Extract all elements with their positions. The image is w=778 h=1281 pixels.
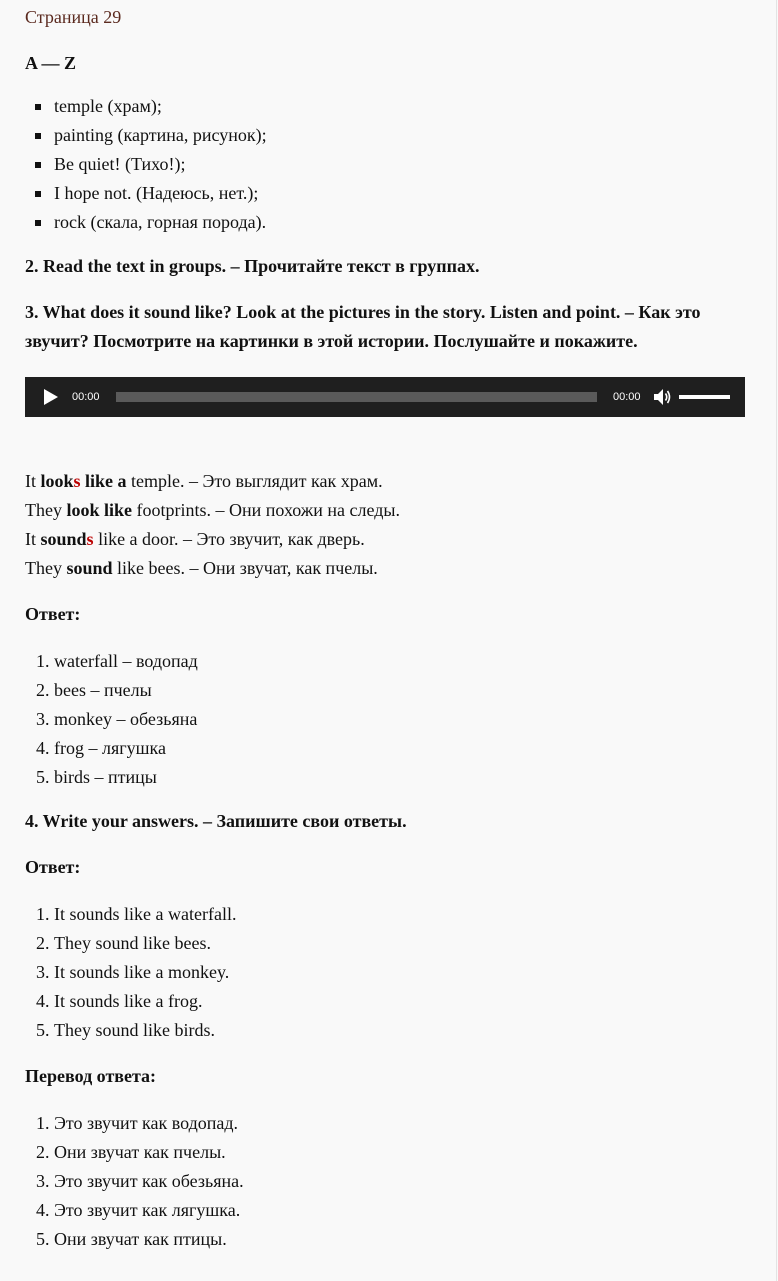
answer-label-2: Ответ:	[25, 857, 81, 877]
task-4-heading: 4. Write your answers. – Запишите свои ответы.	[25, 811, 407, 831]
list-item: 1. Это звучит как водопад.	[54, 1109, 745, 1138]
answer-label: Ответ:	[25, 604, 81, 624]
list-item: 2. They sound like bees.	[54, 929, 745, 958]
list-item: 4. frog – лягушка	[54, 734, 745, 763]
list-item: I hope not. (Надеюсь, нет.);	[54, 179, 745, 208]
duration-time: 00:00	[613, 391, 641, 403]
task-2-heading: 2. Read the text in groups. – Прочитайте текст в группах.	[25, 256, 480, 276]
phrases-block	[25, 467, 745, 583]
az-heading: A — Z	[25, 53, 77, 73]
translation-label: Перевод ответа:	[25, 1066, 157, 1086]
phrase-line: It looks like a temple. – Это выглядит как храм.	[25, 471, 383, 491]
phrase-line: They sound like bees. – Они звучат, как пчелы.	[25, 558, 378, 578]
vocab-list	[25, 92, 745, 237]
list-item: 5. birds – птицы	[54, 763, 745, 792]
answers-task-4	[25, 900, 745, 1045]
task-3-heading: 3. What does it sound like? Look at the pictures in the story. Listen and point. – Как это звучит? Посмотрите на картинки в этой истории. Послушайте и покажите.	[25, 302, 701, 351]
list-item: temple (храм);	[54, 92, 745, 121]
page-edge-divider	[776, 0, 777, 1281]
current-time: 00:00	[72, 391, 100, 403]
list-item: 4. Это звучит как лягушка.	[54, 1196, 745, 1225]
list-item: 3. monkey – обезьяна	[54, 705, 745, 734]
audio-player	[25, 377, 745, 417]
phrase-line: It sounds like a door. – Это звучит, как дверь.	[25, 529, 365, 549]
list-item: 2. Они звучат как пчелы.	[54, 1138, 745, 1167]
list-item: rock (скала, горная порода).	[54, 208, 745, 237]
list-item: 5. They sound like birds.	[54, 1016, 745, 1045]
list-item: painting (картина, рисунок);	[54, 121, 745, 150]
list-item: 1. waterfall – водопад	[54, 647, 745, 676]
list-item: 4. It sounds like a frog.	[54, 987, 745, 1016]
volume-slider[interactable]	[679, 395, 730, 399]
page-label: Страница 29	[25, 7, 122, 27]
answers-task-3	[25, 647, 745, 792]
list-item: 3. Это звучит как обезьяна.	[54, 1167, 745, 1196]
list-item: Be quiet! (Тихо!);	[54, 150, 745, 179]
translation-list	[25, 1109, 745, 1254]
list-item: 1. It sounds like a waterfall.	[54, 900, 745, 929]
play-icon[interactable]	[44, 389, 58, 405]
list-item: 5. Они звучат как птицы.	[54, 1225, 745, 1254]
list-item: 2. bees – пчелы	[54, 676, 745, 705]
page-content	[25, 0, 745, 1254]
list-item: 3. It sounds like a monkey.	[54, 958, 745, 987]
phrase-line: They look like footprints. – Они похожи на следы.	[25, 500, 400, 520]
progress-track[interactable]	[116, 392, 597, 402]
volume-icon[interactable]	[653, 388, 673, 406]
